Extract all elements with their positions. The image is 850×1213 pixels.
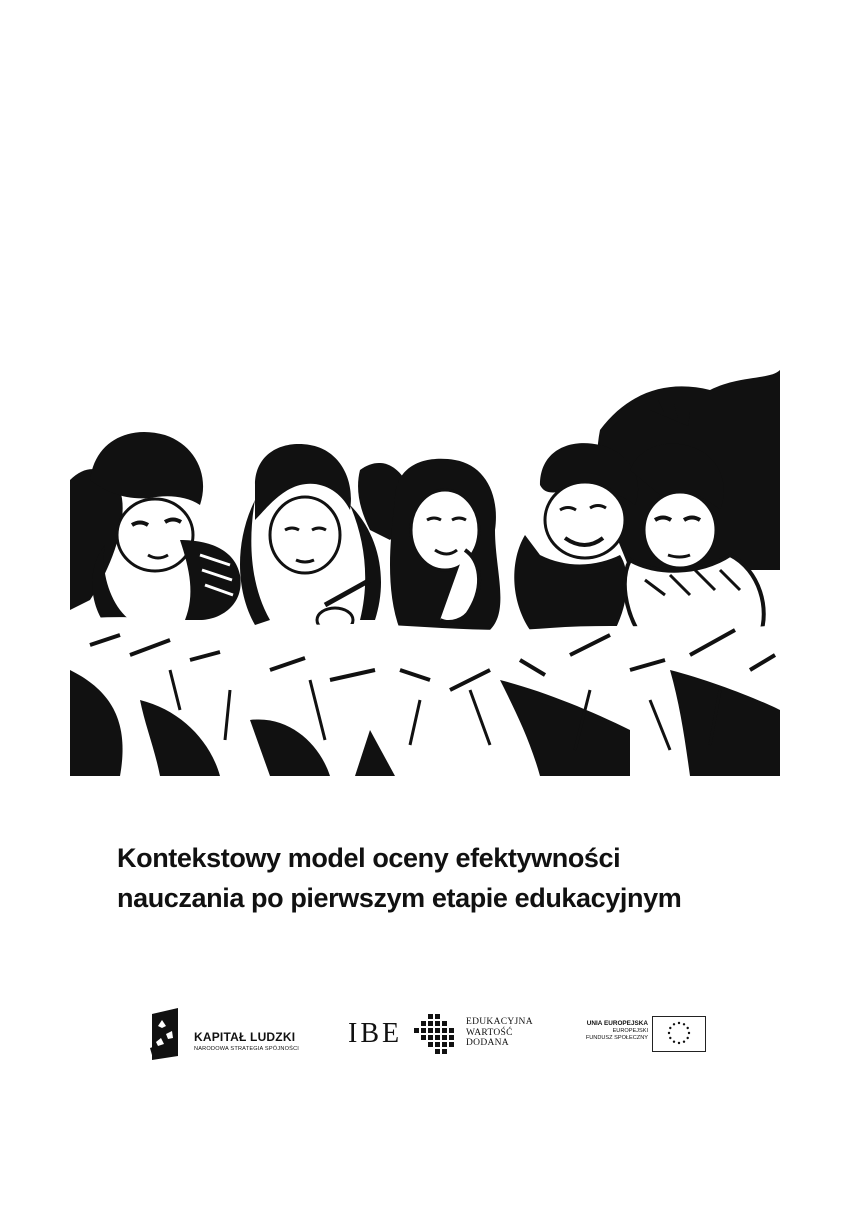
- ibe-letters: IBE: [348, 1018, 403, 1049]
- ibe-tagline: [466, 1017, 533, 1049]
- eu-line-2: EUROPEJSKI: [612, 1027, 648, 1034]
- ibe-tagline-line-1: EDUKACYJNA: [466, 1017, 533, 1027]
- ibe-tagline-line-2: WARTOŚĆ: [466, 1027, 513, 1038]
- eu-line-3: FUNDUSZ SPOŁECZNY: [585, 1035, 648, 1041]
- sponsor-logos: [0, 1000, 850, 1070]
- kapital-ludzki-emblem-icon: [148, 1008, 182, 1060]
- title-line-2: nauczania po pierwszym etapie edukacyjnym: [117, 883, 682, 913]
- children-illustration: [70, 370, 780, 776]
- eu-flag-icon: [652, 1016, 706, 1052]
- ibe-logo: [348, 1012, 548, 1060]
- eu-stars-circle: [653, 1017, 705, 1051]
- eu-logo: [570, 1014, 710, 1054]
- eu-logo-text: [570, 1020, 648, 1043]
- title-line-1: Kontekstowy model oceny efektywności: [117, 843, 621, 873]
- document-title: [117, 838, 797, 918]
- eu-line-1: UNIA EUROPEJSKA: [586, 1020, 648, 1027]
- ibe-tagline-line-3: DODANA: [466, 1038, 509, 1048]
- cover-photo: [70, 370, 780, 776]
- kapital-ludzki-name: KAPITAŁ LUDZKI: [194, 1030, 296, 1044]
- kapital-ludzki-logo: [148, 1008, 323, 1060]
- pixel-grid-mark-icon: [410, 1014, 454, 1054]
- kapital-ludzki-subtitle: NARODOWA STRATEGIA SPÓJNOŚCI: [194, 1046, 300, 1052]
